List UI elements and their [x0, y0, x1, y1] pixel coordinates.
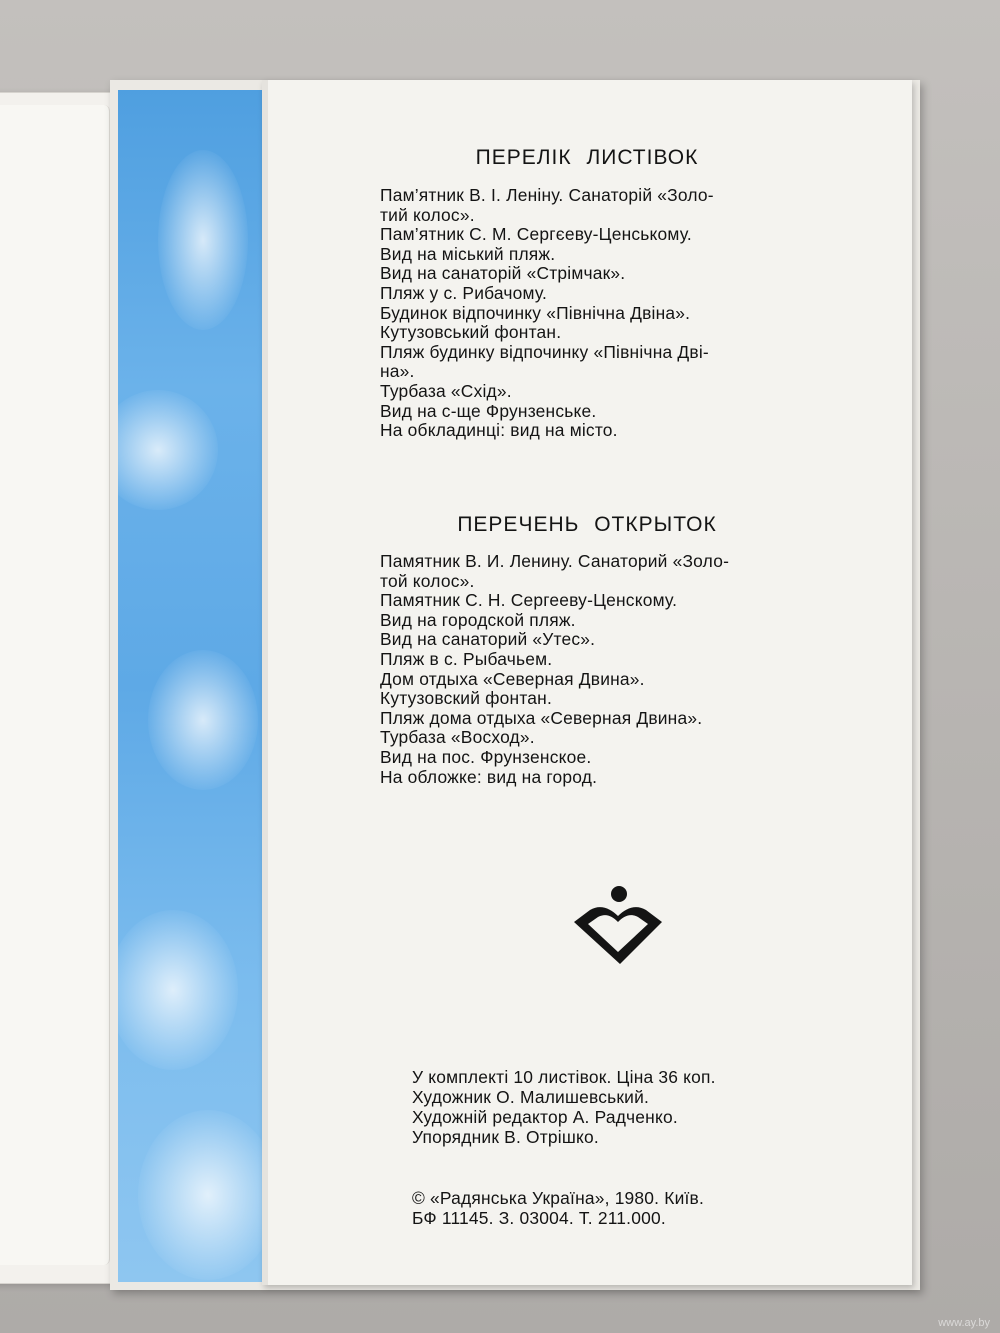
- list-item: Вид на с-ще Фрунзенське.: [380, 400, 597, 421]
- list-item: Вид на пос. Фрунзенское.: [380, 746, 592, 767]
- list-item: На обложке: вид на город.: [380, 766, 598, 787]
- list-item: Памятник С. Н. Сергееву-Ценскому.: [380, 590, 678, 611]
- list-item: Вид на санаторій «Стрімчак».: [380, 263, 626, 284]
- list-item: Кутузовский фонтан.: [380, 688, 552, 709]
- list-item: Вид на санаторий «Утес».: [380, 629, 596, 650]
- publisher-logo-icon: [570, 884, 666, 970]
- list-item: Памятник В. И. Ленину. Санаторий «Золо-: [380, 551, 730, 571]
- list-item: Пляж у с. Рибачому.: [380, 282, 548, 303]
- list-item: Будинок відпочинку «Північна Двіна».: [380, 302, 691, 323]
- credits-block: [412, 1067, 716, 1147]
- list-item: Кутузовський фонтан.: [380, 322, 562, 343]
- list-item: Пам’ятник С. М. Сергєеву-Ценському.: [380, 224, 692, 245]
- list-item: тий колос».: [380, 204, 475, 225]
- list-item: Пам’ятник В. І. Леніну. Санаторій «Золо-: [380, 185, 714, 205]
- watermark-text: www.ay.by: [938, 1317, 990, 1329]
- cloud: [148, 650, 258, 790]
- credits-line: У комплекті 10 листівок. Ціна 36 коп.: [412, 1067, 716, 1087]
- list-item: Турбаза «Восход».: [380, 727, 535, 748]
- list-item: На обкладинці: вид на місто.: [380, 420, 618, 441]
- list-item: Вид на міський пляж.: [380, 243, 556, 264]
- cloud: [118, 910, 238, 1070]
- cloud: [158, 150, 248, 330]
- publisher-line: © «Радянська Україна», 1980. Київ.: [412, 1188, 704, 1208]
- russian-postcard-list: [380, 552, 729, 787]
- list-item: Дом отдыха «Северная Двина».: [380, 668, 645, 689]
- folder-left-flap-inner: [0, 105, 110, 1265]
- list-item: на».: [380, 361, 415, 382]
- list-item: Пляж в с. Рыбачьем.: [380, 648, 553, 669]
- card-edge: [262, 80, 268, 1285]
- list-item: Пляж будинку відпочинку «Північна Дві-: [380, 341, 709, 362]
- ukrainian-heading: ПЕРЕЛІК ЛИСТІВОК: [475, 146, 699, 169]
- sky-photo-strip: [118, 90, 268, 1282]
- credits-line: Упорядник В. Отрішко.: [412, 1127, 599, 1147]
- russian-heading: ПЕРЕЧЕНЬ ОТКРЫТОК: [457, 513, 717, 536]
- list-item: той колос».: [380, 570, 475, 591]
- credits-line: Художник О. Малишевський.: [412, 1087, 650, 1107]
- cloud: [118, 390, 218, 510]
- cloud: [138, 1110, 268, 1280]
- list-item: Пляж дома отдыха «Северная Двина».: [380, 707, 703, 728]
- publisher-block: [412, 1188, 704, 1228]
- ukrainian-postcard-list: [380, 186, 714, 441]
- list-item: Вид на городской пляж.: [380, 609, 576, 630]
- credits-line: Художній редактор А. Радченко.: [412, 1107, 678, 1127]
- publisher-line: БФ 11145. З. 03004. Т. 211.000.: [412, 1208, 666, 1228]
- list-item: Турбаза «Схід».: [380, 380, 512, 401]
